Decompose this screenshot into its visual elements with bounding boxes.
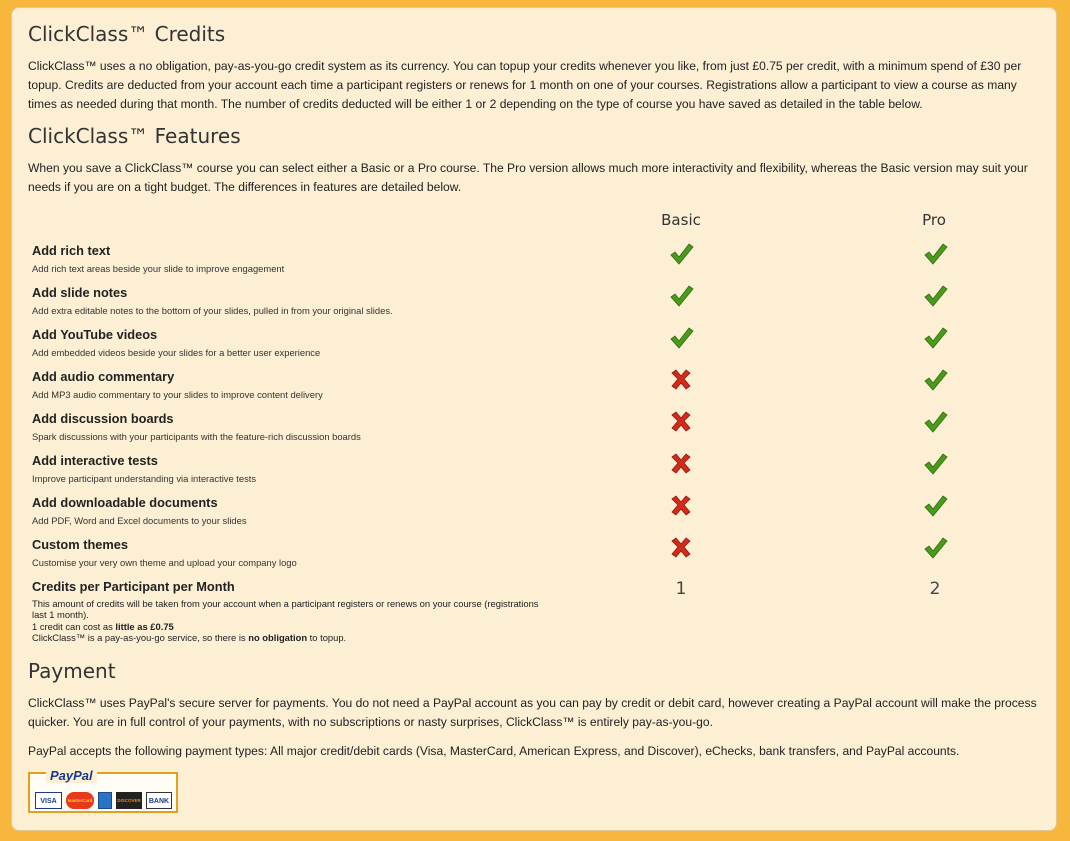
- feature-description: Add rich text areas beside your slide to improve engagement: [32, 263, 285, 274]
- feature-title: Add audio commentary: [32, 369, 175, 384]
- check-icon: [922, 452, 948, 476]
- credits-desc-line2-bold: little as £0.75: [115, 620, 174, 632]
- feature-title: Add YouTube videos: [32, 327, 158, 342]
- feature-title: Add rich text: [32, 243, 111, 258]
- payment-types: PayPal accepts the following payment types: All major credit/debit cards (Visa, MasterCard, American Express, and Discover), eChecks, bank transfers, and PayPal accounts.: [28, 744, 960, 758]
- payment-heading: Payment: [28, 659, 116, 683]
- feature-row: [32, 453, 1032, 495]
- content-panel: [11, 7, 1057, 831]
- discover-card-icon: DISCOVER: [116, 792, 142, 809]
- credits-desc-line3-suffix: to topup.: [307, 632, 347, 644]
- bank-icon: BANK: [146, 792, 172, 809]
- basic-credit-value: 1: [675, 579, 687, 599]
- check-icon: [922, 368, 948, 392]
- check-icon: [922, 494, 948, 518]
- credits-desc-line1: This amount of credits will be taken from your account when a participant registers or renews on your course (registrations last 1 month).: [32, 598, 539, 621]
- check-icon: [668, 284, 694, 308]
- credits-desc-line2-text: 1 credit can cost as: [32, 620, 116, 632]
- credits-desc-line3-text: ClickClass™ is a pay-as-you-go service, so there is: [32, 632, 249, 644]
- feature-row: [32, 369, 1032, 411]
- column-header-pro: Pro: [922, 211, 946, 229]
- feature-row: [32, 537, 1032, 579]
- feature-title: Add slide notes: [32, 285, 128, 300]
- feature-description: Improve participant understanding via interactive tests: [32, 473, 257, 484]
- pro-credit-value: 2: [929, 579, 941, 599]
- credits-desc-line2: [32, 621, 552, 632]
- feature-description: Add extra editable notes to the bottom of your slides, pulled in from your original slides.: [32, 305, 393, 316]
- credits-description: ClickClass™ uses a no obligation, pay-as-you-go credit system as its currency. You can topup your credits whenever you like, from just £0.75 per credit, with a minimum spend of £30 per topup. Credits are deducted from your account each time a participant registers or renews for 1 month on one of your courses. Registrations allow a participant to view a course as many times as needed during that month. The number of credits deducted will be either 1 or 2 depending on the type of course you have saved as detailed in the table below.: [28, 59, 1022, 112]
- feature-title: Add interactive tests: [32, 453, 158, 468]
- feature-title: Add downloadable documents: [32, 495, 218, 510]
- check-icon: [922, 242, 948, 266]
- feature-row: [32, 411, 1032, 453]
- visa-card-icon: VISA: [35, 792, 62, 809]
- cross-icon: [668, 536, 694, 560]
- column-header-basic: Basic: [661, 211, 701, 229]
- feature-title: Add discussion boards: [32, 411, 174, 426]
- check-icon: [668, 326, 694, 350]
- cross-icon: [668, 494, 694, 518]
- feature-row: [32, 495, 1032, 537]
- paypal-logo: PayPal: [46, 768, 97, 783]
- features-heading: ClickClass™ Features: [28, 124, 241, 148]
- feature-title: Custom themes: [32, 537, 128, 552]
- credits-desc-line3: [32, 632, 552, 643]
- paypal-badge[interactable]: [28, 768, 178, 813]
- credits-heading: ClickClass™ Credits: [28, 22, 226, 46]
- check-icon: [922, 284, 948, 308]
- credits-per-participant-row: [32, 579, 1032, 644]
- feature-description: Add PDF, Word and Excel documents to your slides: [32, 515, 247, 526]
- feature-description: Add MP3 audio commentary to your slides to improve content delivery: [32, 389, 323, 400]
- amex-card-icon: [98, 792, 112, 809]
- cross-icon: [668, 368, 694, 392]
- check-icon: [922, 326, 948, 350]
- feature-row: [32, 285, 1032, 327]
- mastercard-icon: MasterCard: [66, 792, 94, 809]
- cross-icon: [668, 452, 694, 476]
- payment-description: ClickClass™ uses PayPal's secure server for payments. You do not need a PayPal account as you can pay by credit or debit card, however creating a PayPal account will make the process quicker. You are in full control of your payments, with no subscriptions or nasty surprises, ClickClass™ is entirely pay-as-you-go.: [28, 696, 1037, 730]
- row-title: Credits per Participant per Month: [32, 579, 235, 594]
- feature-description: Spark discussions with your participants with the feature-rich discussion boards: [32, 431, 361, 442]
- features-description: When you save a ClickClass™ course you can select either a Basic or a Pro course. The Pro version allows much more interactivity and flexibility, whereas the Basic version may suit your needs if you are on a tight budget. The differences in features are detailed below.: [28, 161, 1028, 195]
- feature-row: [32, 327, 1032, 369]
- feature-description: Add embedded videos beside your slides for a better user experience: [32, 347, 321, 358]
- credits-desc-line3-bold: no obligation: [248, 632, 308, 644]
- feature-row: [32, 243, 1032, 285]
- check-icon: [922, 536, 948, 560]
- cross-icon: [668, 410, 694, 434]
- feature-description: Customise your very own theme and upload your company logo: [32, 557, 297, 568]
- credits-row-description: [32, 598, 552, 644]
- check-icon: [922, 410, 948, 434]
- check-icon: [668, 242, 694, 266]
